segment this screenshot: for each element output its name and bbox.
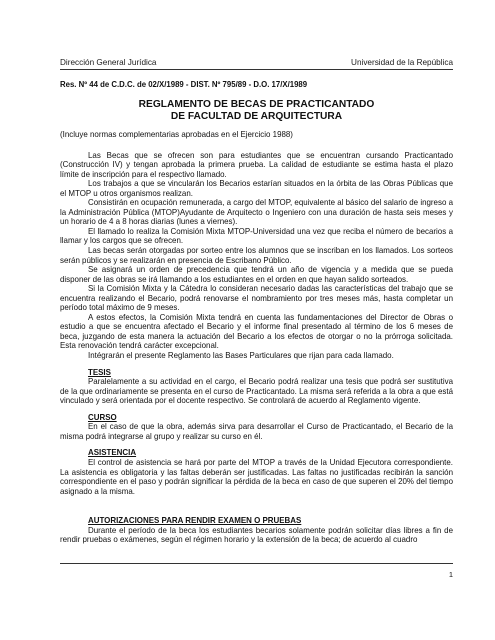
complementary-note: (Incluye normas complementarias aprobadas en el Ejercicio 1988) bbox=[60, 130, 293, 139]
paragraph: A estos efectos, la Comisión Mixta tendrá en cuenta las fundamentaciones del Director de Obras o estudio a que se encuentra afectado el Becario y el informe final presentado al término de los 6 meses de beca, juzgando de esta manera la actuación del Becario a los efectos de otorgar o no la prórroga solicitada. Esta renovación tendrá carácter excepcional. bbox=[60, 312, 453, 351]
resolution-reference: Res. Nº 44 de C.D.C. de 02/X/1989 - DIST. Nº 795/89 - D.O. 17/X/1989 bbox=[60, 80, 308, 89]
paragraph: Se asignará un orden de precedencia que tendrá un año de vigencia y a medida que se pueda disponer de las obras se irá llamando a los estudiantes en el orden en que hayan salido sorteados. bbox=[60, 265, 453, 284]
section-heading-asistencia: ASISTENCIA bbox=[88, 448, 137, 458]
header-left: Dirección General Jurídica bbox=[60, 58, 157, 67]
paragraph: Intégrarán el presente Reglamento las Bases Particulares que rijan para cada llamado. bbox=[88, 351, 394, 361]
document-title bbox=[60, 99, 453, 123]
paragraph: Los trabajos a que se vincularán los Becarios estarían situados en la órbita de las Obras Públicas que el MTOP u otros organismos realizan. bbox=[60, 179, 453, 198]
section-text-curso: En el caso de que la obra, además sirva para desarrollar el Curso de Practicantado, el Becario de la misma podrá integrarse al grupo y realizar su curso en él. bbox=[60, 422, 453, 441]
paragraph: Si la Comisión Mixta y la Cátedra lo consideran necesario dadas las características del trabajo que se encuentra realizando el Becario, podrá renovarse el nombramiento por tres meses más, hasta completar un período total máximo de 9 meses. bbox=[60, 284, 453, 313]
paragraph: Las becas serán otorgadas por sorteo entre los alumnos que se inscriban en los llamados. Los sorteos serán públicos y se realizarán en presencia de Escribano Público. bbox=[60, 246, 453, 265]
header-right: Universidad de la República bbox=[351, 58, 453, 67]
title-line-1: REGLAMENTO DE BECAS DE PRACTICANTADO bbox=[138, 99, 375, 110]
section-text-tesis: Paralelamente a su actividad en el cargo, el Becario podrá realizar una tesis que podrá ser sustitutiva de la que ordinariamente se presenta en el curso de Practicantado. La misma será referida a la obra a que está vinculado y será orientada por el docente respectivo. Se controlará de acuerdo al Reglamento vigente. bbox=[60, 377, 453, 406]
page-number: 1 bbox=[448, 570, 453, 579]
footer-rule bbox=[60, 563, 453, 564]
section-text-autorizaciones: Durante el período de la beca los estudiantes becarios solamente podrán solicitar días libres a fin de rendir pruebas o exámenes, según el régimen horario y la extensión de la beca; de acuerdo al cuadro bbox=[60, 525, 453, 545]
section-text-asistencia: El control de asistencia se hará por parte del MTOP a través de la Unidad Ejecutora correspondiente. La asistencia es obligatoria y las faltas deberán ser justificadas. Las faltas no justificadas recibirán la sanción correspondiente en el paso y podrán significar la pérdida de la beca en caso de que superen el 20% del tiempo asignado a la misma. bbox=[60, 457, 453, 496]
page-header bbox=[60, 58, 453, 70]
section-heading-tesis: TESIS bbox=[88, 367, 111, 377]
paragraph: Las Becas que se ofrecen son para estudiantes que se encuentran cursando Practicantado (Construcción IV) y tengan aprobada la primera prueba. La calidad de estudiante se estima hasta el plazo límite de inscripción para el respectivo llamado. bbox=[60, 150, 453, 179]
section-heading-curso: CURSO bbox=[88, 412, 117, 422]
document-body bbox=[60, 130, 453, 545]
section-heading-autorizaciones: AUTORIZACIONES PARA RENDIR EXAMEN O PRUEBAS bbox=[88, 516, 302, 526]
paragraph: El llamado lo realiza la Comisión Mixta MTOP-Universidad una vez que reciba el número de becarios a llamar y los cargos que se ofrecen. bbox=[60, 226, 453, 246]
title-line-2: DE FACULTAD DE ARQUITECTURA bbox=[170, 111, 343, 122]
paragraph: Consistirán en ocupación remunerada, a cargo del MTOP, equivalente al básico del salario de ingreso a la Administración Pública (MTOP)Ayudante de Arquitecto o Ingeniero con una duración de hasta seis meses y un horario de 4 a 8 horas diarias (lunes a viernes). bbox=[60, 198, 453, 227]
